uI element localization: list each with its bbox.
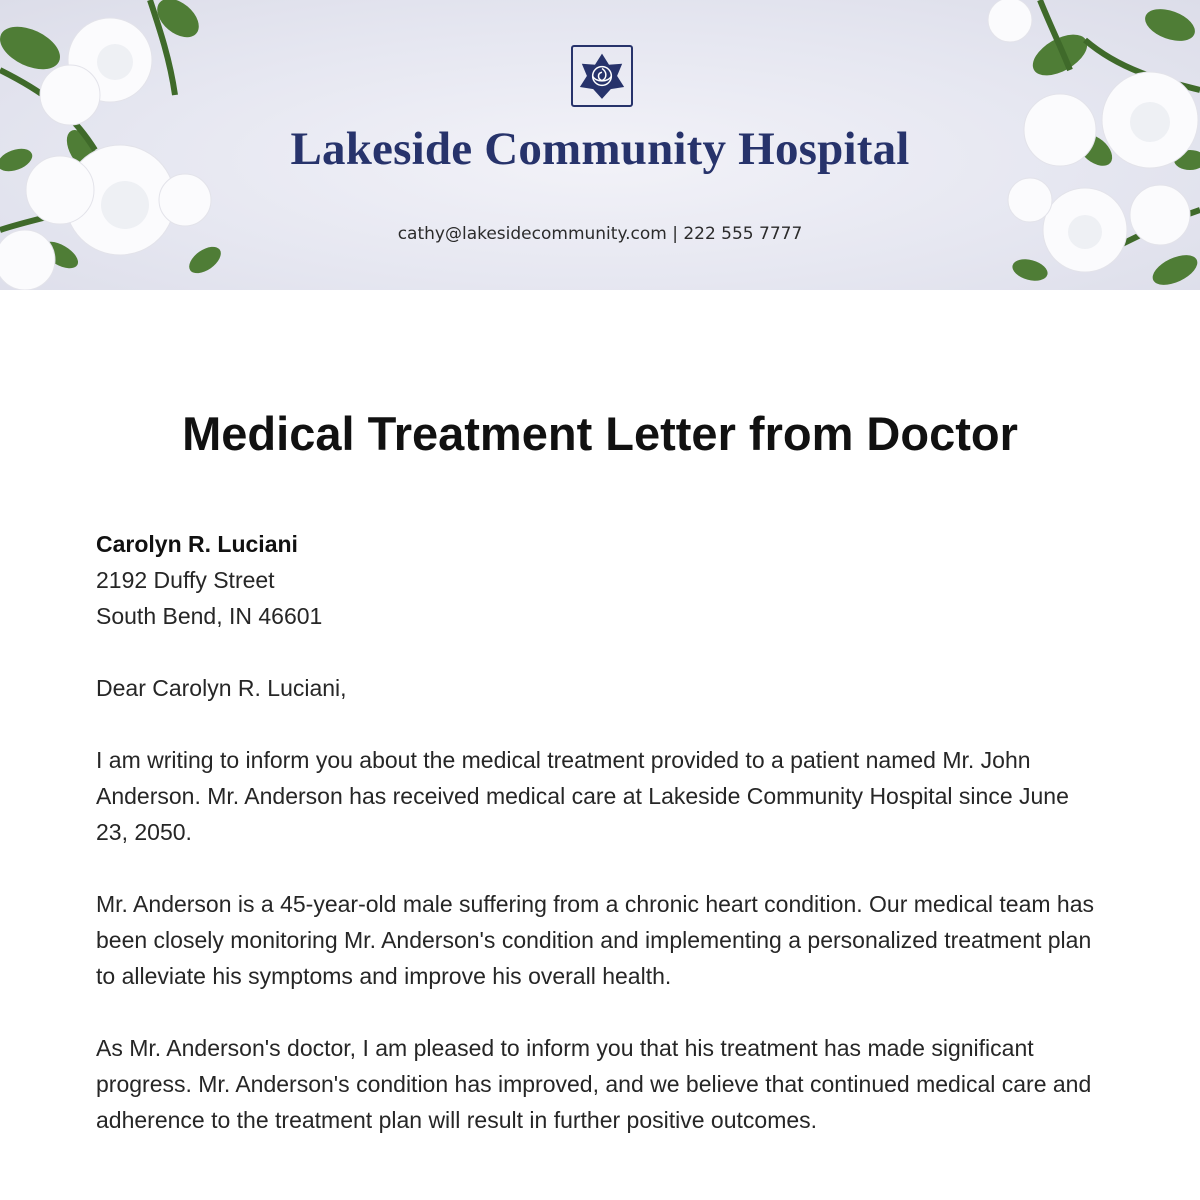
document-title: Medical Treatment Letter from Doctor <box>182 407 1018 460</box>
recipient-address-block <box>96 526 1106 634</box>
rose-emblem-icon <box>573 47 631 105</box>
recipient-name: Carolyn R. Luciani <box>96 531 298 557</box>
letterhead-banner <box>0 0 1200 290</box>
recipient-street: 2192 Duffy Street <box>96 567 275 593</box>
letter-body <box>96 526 1106 1174</box>
hospital-name: Lakeside Community Hospital <box>290 123 910 175</box>
recipient-city: South Bend, IN 46601 <box>96 603 323 629</box>
hospital-logo <box>571 45 633 107</box>
contact-info: cathy@lakesidecommunity.com | 222 555 7777 <box>397 224 803 244</box>
letter-paragraph: I am writing to inform you about the medical treatment provided to a patient named Mr. John Anderson. Mr. Anderson has received medical care at Lakeside Community Hospital since June 23, 2050. <box>96 747 1069 845</box>
letter-paragraph: Mr. Anderson is a 45-year-old male suffering from a chronic heart condition. Our medical team has been closely monitoring Mr. Anderson's condition and implementing a personalized treatment plan to alleviate his symptoms and improve his overall health. <box>96 891 1094 989</box>
letter-paragraph: As Mr. Anderson's doctor, I am pleased to inform you that his treatment has made significant progress. Mr. Anderson's condition has improved, and we believe that continued medical care and adherence to the treatment plan will result in further positive outcomes. <box>96 1035 1092 1133</box>
salutation: Dear Carolyn R. Luciani, <box>96 675 347 701</box>
